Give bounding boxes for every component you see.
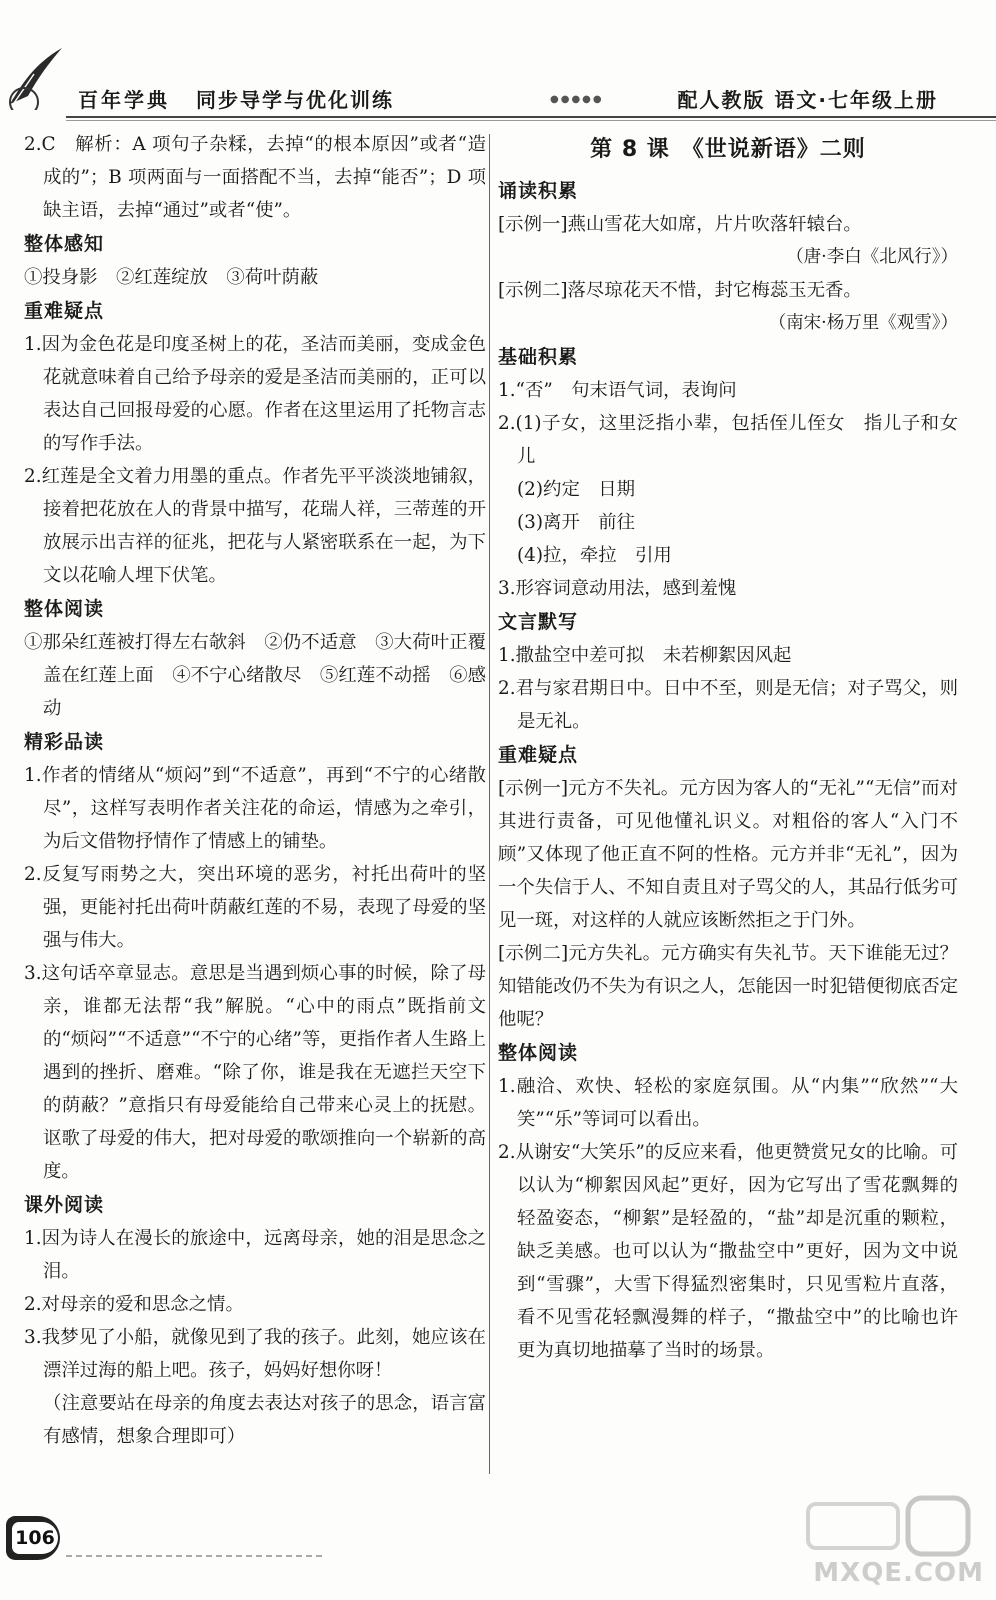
section-heading: 诵读积累 [498, 180, 579, 202]
answer-item: 2.从谢安“大笑乐”的反应来看，他更赞赏兄女的比喻。可以认为“柳絮因风起”更好，因为它写出了雪花飘舞的轻盈姿态，“柳絮”是轻盈的，“盐”却是沉重的颗粒，缺乏美感。也可以认为“撒盐空中”更好，因为文中说到“雪骤”，大雪下得猛烈密集时，只见雪粒片直落，看不见雪花轻飘漫舞的样子，“撒盐空中”的比喻也许更为真切地描摹了当时的场景。 [498, 1142, 958, 1361]
answer-item: 2.(1)子女，这里泛指小辈，包括侄儿侄女 指儿子和女儿 [498, 413, 958, 467]
answer-item: ①投身影 ②红莲绽放 ③荷叶荫蔽 [24, 267, 319, 288]
section-heading: 整体阅读 [24, 598, 105, 620]
header-rule [66, 116, 996, 118]
section-heading: 基础积累 [498, 346, 579, 368]
answer-item: 2.红莲是全文着力用墨的重点。作者先平平淡淡地铺叙，接着把花放在人的背景中描写，花瑞人祥，三蒂莲的开放展示出吉祥的征兆，把花与人紧密联系在一起，为下文以花喻人埋下伏笔。 [24, 466, 486, 586]
example-paragraph: [示例一]燕山雪花大如席，片片吹落轩辕台。 [498, 214, 862, 235]
answer-item: 2.对母亲的爱和思念之情。 [24, 1294, 244, 1315]
page-number-badge [6, 1516, 60, 1560]
answer-item: 1.因为诗人在漫长的旅途中，远离母亲，她的泪是思念之泪。 [24, 1228, 486, 1282]
answer-item: 1.作者的情绪从“烦闷”到“不适意”，再到“不宁的心绪散尽”，这样写表明作者关注花的命运，情感为之牵引，为后文借物抒情作了情感上的铺垫。 [24, 765, 486, 852]
watermark-logo [788, 1494, 984, 1596]
section-heading: 重难疑点 [24, 300, 105, 322]
example-paragraph: [示例一]元方不失礼。元方因为客人的“无礼”“无信”而对其进行责备，可见他懂礼识义。对粗俗的客人“入门不顾”又体现了他正直不阿的性格。元方并非“无礼”，因为一个失信于人、不知自责且对子骂父的人，其品行低劣可见一斑，对这样的人就应该断然拒之于门外。 [498, 778, 958, 931]
footer-dashed-line [66, 1555, 322, 1557]
watermark-text: MXQE.COM [813, 1558, 984, 1588]
answer-item: 3.这句话卒章显志。意思是当遇到烦心事的时候，除了母亲，谁都无法帮“我”解脱。“心中的雨点”既指前文的“烦闷”“不适意”“不宁的心绪”等，更指作者人生路上遇到的挫折、磨难。“除了你，谁是我在无遮拦天空下的荫蔽？”意指只有母爱能给自己带来心灵上的抚慰。讴歌了母爱的伟大，把对母爱的歌颂推向一个崭新的高度。 [24, 963, 486, 1182]
answer-subitem: (4)拉，牵拉 引用 [517, 545, 672, 566]
edition-label: 配人教版 语文·七年级上册 [677, 88, 938, 112]
series-subtitle: 同步导学与优化训练 [196, 88, 394, 112]
lesson-title: 第 8 课 《世说新语》二则 [590, 137, 866, 162]
section-heading: 整体阅读 [498, 1042, 579, 1064]
section-heading: 重难疑点 [498, 744, 579, 766]
decorative-dots-icon: ●●●●● [550, 94, 604, 105]
answer-item: 2.C 解析：A 项句子杂糅，去掉“的根本原因”或者“造成的”；B 项两面与一面搭配不当，去掉“能否”；D 项缺主语，去掉“通过”或者“使”。 [24, 134, 486, 221]
answer-item: 1.融洽、欢快、轻松的家庭氛围。从“内集”“欣然”“大笑”“乐”等词可以看出。 [498, 1076, 958, 1130]
answer-item: 3.我梦见了小船，就像见到了我的孩子。此刻，她应该在漂洋过海的船上吧。孩子，妈妈好想你呀！ [24, 1327, 486, 1381]
answer-item: ①那朵红莲被打得左右欹斜 ②仍不适意 ③大荷叶正覆盖在红莲上面 ④不宁心绪散尽 ⑤红莲不动摇 ⑥感动 [24, 632, 486, 719]
brand-title: 百年学典 [78, 88, 170, 112]
example-paragraph: [示例二]元方失礼。元方确实有失礼节。天下谁能无过？知错能改仍不失为有识之人，怎能因一时犯错便彻底否定他呢？ [498, 943, 958, 1030]
watermark-stamp-icon [788, 1494, 984, 1564]
section-heading: 精彩品读 [24, 731, 105, 753]
left-column [24, 128, 486, 1453]
answer-item: 3.形容词意动用法，感到羞愧 [498, 578, 737, 599]
page-header [0, 0, 996, 128]
header-rule-thin [66, 120, 996, 121]
section-heading: 整体感知 [24, 233, 105, 255]
answer-subitem: (2)约定 日期 [517, 479, 636, 500]
answer-item: 1.因为金色花是印度圣树上的花，圣洁而美丽，变成金色花就意味着自己给予母亲的爱是圣洁而美丽的，正可以表达自己回报母爱的心愿。作者在这里运用了托物言志的写作手法。 [24, 334, 486, 454]
answer-item: 2.君与家君期日中。日中不至，则是无信；对子骂父，则是无礼。 [498, 678, 958, 732]
answer-item: 2.反复写雨势之大，突出环境的恶劣，衬托出荷叶的坚强，更能衬托出荷叶荫蔽红莲的不易，表现了母爱的坚强与伟大。 [24, 864, 486, 951]
answer-item: 1.“否” 句末语气词，表询问 [498, 380, 737, 401]
poem-citation: （南宋·杨万里《观雪》） [768, 313, 958, 333]
right-column [498, 128, 958, 1367]
answer-item: 1.撒盐空中差可拟 未若柳絮因风起 [498, 645, 792, 666]
answer-subitem: (3)离开 前往 [517, 512, 636, 533]
answer-subitem: （注意要站在母亲的角度去表达对孩子的思念，语言富有感情，想象合理即可） [43, 1393, 486, 1447]
poem-citation: （唐·李白《北风行》） [786, 247, 958, 267]
feather-logo-icon [4, 44, 66, 110]
page-number: 106 [12, 1522, 58, 1554]
section-heading: 课外阅读 [24, 1194, 105, 1216]
column-divider [489, 134, 490, 1474]
example-paragraph: [示例二]落尽琼花天不惜，封它梅蕊玉无香。 [498, 280, 862, 301]
section-heading: 文言默写 [498, 611, 579, 633]
